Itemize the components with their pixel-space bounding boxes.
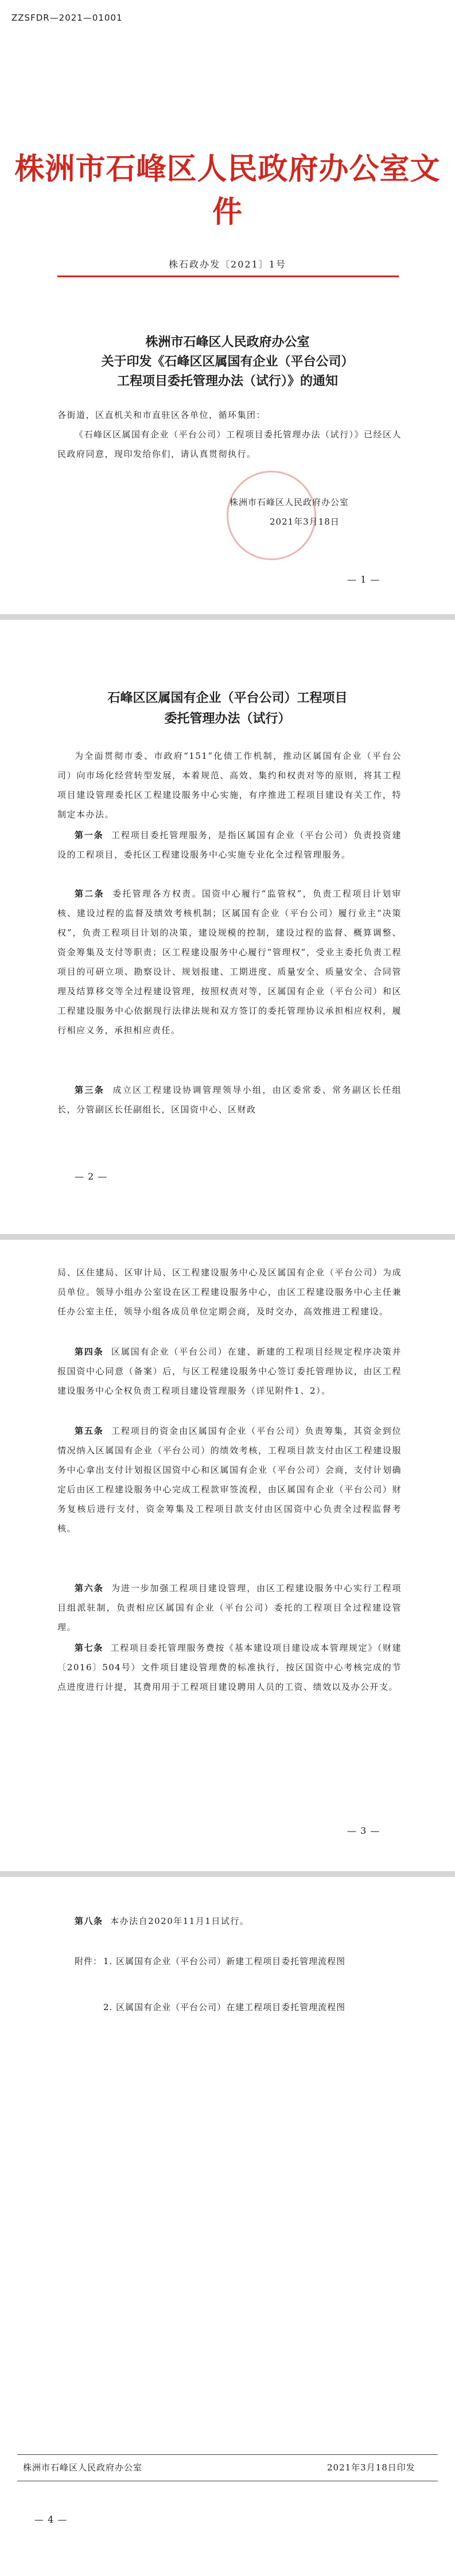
article-6-label: 第六条 <box>75 1583 104 1593</box>
preamble-paragraph: 为全面贯彻市委、市政府“151”化债工作机制，推动区属国有企业（平台公司）向市场化经营转型发展，本着规范、高效、集约和权责对等的原则，将其工程项目建设管理委托区工程建设服务中心实施，有序推进工程项目建设有关工作，特制定本办法。 <box>57 751 402 820</box>
document-page-1 <box>0 0 455 614</box>
article-3-label: 第三条 <box>75 1085 105 1095</box>
red-divider <box>57 276 399 277</box>
article-6 <box>57 1578 402 1637</box>
attachment-1: 1. 区属国有企业（平台公司）新建工程项目委托管理流程图 <box>103 1956 346 1966</box>
article-1 <box>57 825 402 864</box>
footer-issuer: 株洲市石峰区人民政府办公室 <box>23 2462 143 2473</box>
article-5-label: 第五条 <box>75 1426 104 1436</box>
red-header: 株洲市石峰区人民政府办公室文件 <box>14 152 441 230</box>
document-code: ZZSFDR—2021—01001 <box>11 13 123 23</box>
signature-date: 2021年3月18日 <box>270 517 340 527</box>
article-2 <box>57 884 402 1040</box>
page-number: — 3 — <box>347 1825 380 1836</box>
page-number: — 1 — <box>347 574 380 585</box>
notice-body: 《石峰区区属国有企业（平台公司）工程项目委托管理办法（试行）》已经区人民政府同意，现印发给你们，请认真贯彻执行。 <box>57 429 402 459</box>
article-8 <box>57 1911 402 1931</box>
page-number: — 2 — <box>75 1171 108 1182</box>
addressee: 各街道，区直机关和市直驻区各单位，循环集团： <box>57 410 266 420</box>
article-2-text: 委托管理各方权责。国资中心履行“监管权”，负责工程项目计划审核、建设过程的监督及绩效考核机制；区属国有企业（平台公司）履行业主“决策权”，负责工程项目计划的决策，建设规模的控制，建设过程的监督、概算调整、资金筹集及支付等职责；区工程建设服务中心履行“管理权”，受业主委托负责工程项目的可研立项、勘察设计、规划报建、工期进度、质量安全、质量安全、合同管理及结算移交等全过程建设管理，按照权责对等，区属国有企业（平台公司）和区工程建设服务中心依据现行法律法规和双方签订的委托管理协议承担相应权利，履行相应义务，承担相应责任。 <box>57 889 402 1035</box>
document-page-4 <box>0 1877 455 2576</box>
footer-rule-top <box>17 2454 438 2455</box>
issue-number: 株石政办发〔2021〕1号 <box>169 259 286 270</box>
article-7-label: 第七条 <box>75 1643 103 1653</box>
article-4-label: 第四条 <box>75 1347 104 1357</box>
article-1-text: 工程项目委托管理服务，是指区属国有企业（平台公司）负责投资建设的工程项目，委托区工程建设服务中心实施专业化全过程管理服务。 <box>57 830 402 860</box>
article-6-text: 为进一步加强工程项目建设管理，由区工程建设服务中心实行工程项目组派驻制，负责相应区属国有企业（平台公司）委托的工程项目全过程建设管理。 <box>57 1583 402 1632</box>
signature: 株洲市石峰区人民政府办公室 <box>230 497 349 507</box>
document-page-3 <box>0 1240 455 1871</box>
article-4 <box>57 1342 402 1400</box>
notice-title-line-1: 株洲市石峰区人民政府办公室 <box>145 335 310 350</box>
measures-title-line-1: 石峰区区属国有企业（平台公司）工程项目 <box>107 690 348 705</box>
article-1-label: 第一条 <box>75 830 104 840</box>
article-7 <box>57 1638 402 1697</box>
document-page-2 <box>0 620 455 1234</box>
measures-title-line-2: 委托管理办法（试行） <box>164 711 291 726</box>
attachments-label: 附件： <box>75 1956 103 1966</box>
continued-paragraph: 局、区住建局、区审计局、区工程建设服务中心及区属国有企业（平台公司）为成员单位。领导小组办公室设在区工程建设服务中心，由区工程建设服务中心主任兼任办公室主任，领导小组各成员单位定期会商，及时交办，高效推进工程建设。 <box>57 1267 402 1317</box>
article-8-text: 本办法自2020年11月1日试行。 <box>110 1916 250 1926</box>
notice-title-line-2: 关于印发《石峰区区属国有企业（平台公司） <box>101 354 354 369</box>
article-7-text: 工程项目委托管理服务费按《基本建设项目建设成本管理规定》（财建〔2016〕504号）文件项目建设管理费的标准执行，按区国资中心考核完成的节点进度进行计提，其费用用于工程项目建设聘用人员的工资、绩效以及办公开支。 <box>57 1643 402 1692</box>
page-number: — 4 — <box>34 2514 68 2525</box>
attachment-2: 2. 区属国有企业（平台公司）在建工程项目委托管理流程图 <box>103 2002 346 2012</box>
article-5-text: 工程项目的资金由区属国有企业（平台公司）负责筹集，其资金到位情况纳入区属国有企业（平台公司）的绩效考核，工程项目款支付由区工程建设服务中心拿出支付计划报区国资中心和区属国有企业（平台公司）会商，支付计划确定后由区工程建设服务中心完成工程款审签流程，由区属国有企业（平台公司）财务复核后进行支付，资金筹集及工程项目款支付由区国资中心负责全过程监督考核。 <box>57 1426 402 1534</box>
article-5 <box>57 1421 402 1538</box>
notice-title-line-3: 工程项目委托管理办法（试行）》的通知 <box>116 374 338 389</box>
article-4-text: 区属国有企业（平台公司）在建、新建的工程项目经规定程序决策并报国资中心同意（备案）后，与区工程建设服务中心签订委托管理协议，由区工程建设服务中心全权负责工程项目建设管理服务（详见附件1、2）。 <box>57 1347 402 1396</box>
article-3 <box>57 1080 402 1119</box>
article-3-text: 成立区工程建设协调管理领导小组，由区委常委、常务副区长任组长，分管副区长任副组长，区国资中心、区财政 <box>57 1085 402 1115</box>
article-8-label: 第八条 <box>75 1916 103 1926</box>
article-2-label: 第二条 <box>75 889 104 899</box>
footer-print-date: 2021年3月18日印发 <box>327 2462 415 2473</box>
